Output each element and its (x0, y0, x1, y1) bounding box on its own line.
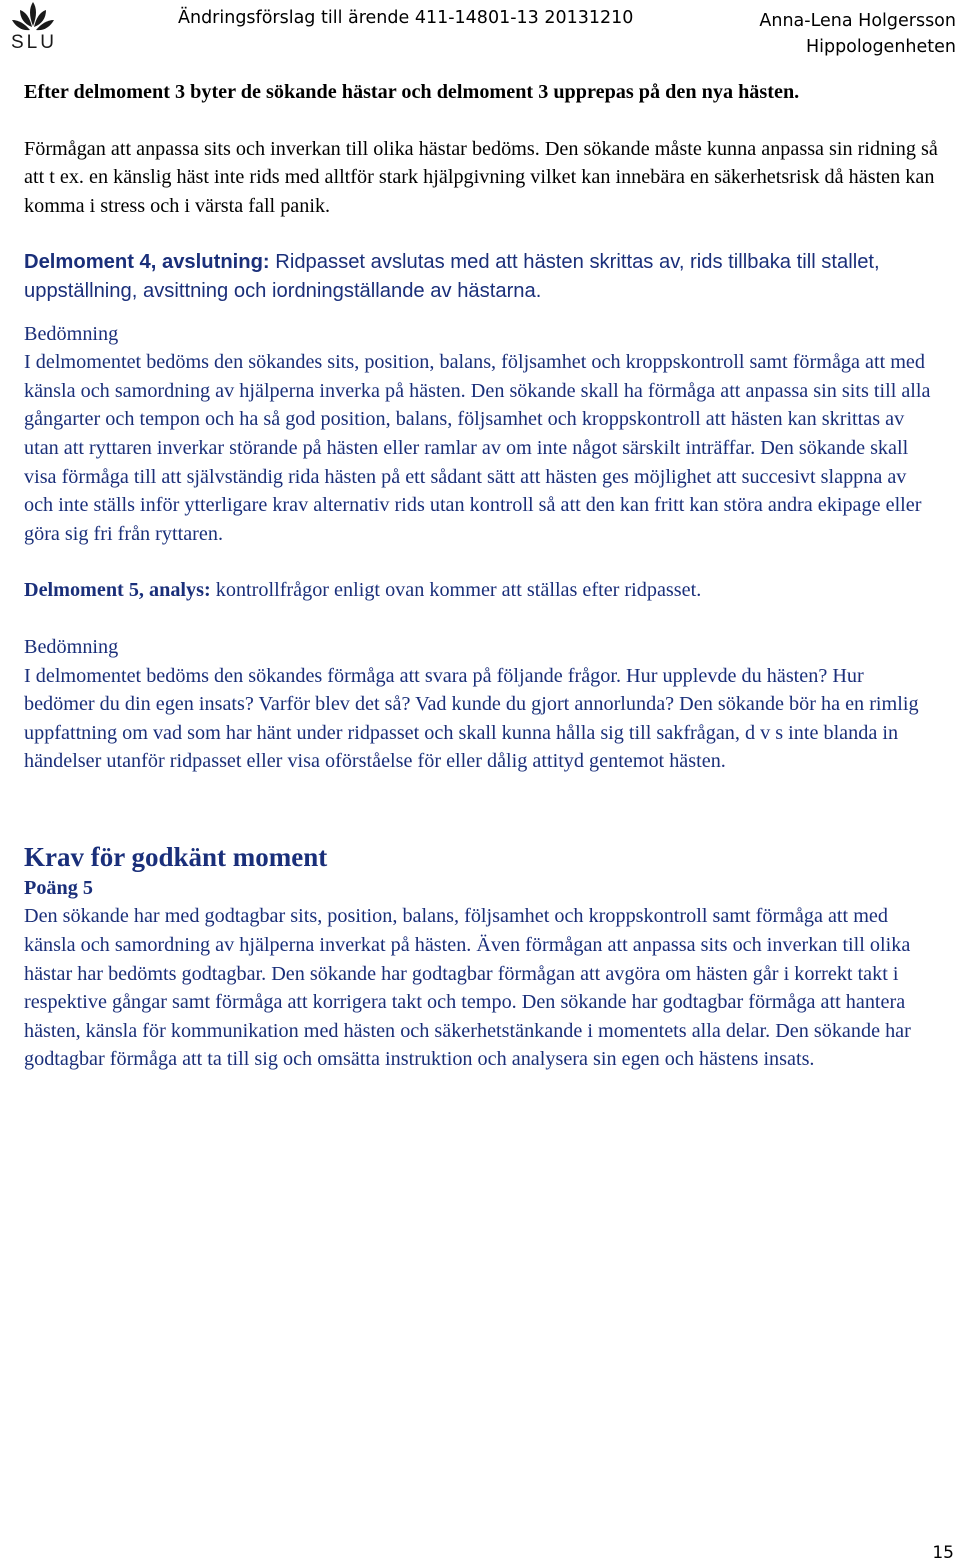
page-number: 15 (932, 1543, 954, 1563)
page-header (0, 0, 960, 62)
leaf-emblem-icon (4, 0, 62, 34)
author-name: Anna-Lena Holgersson (759, 11, 956, 31)
requirements-points: Poäng 5 (24, 876, 93, 899)
requirements-text: Den sökande har med godtagbar sits, position, balans, följsamhet och kroppskontroll samt förmåga att med känsla och samordning av hjälperna inverkat på hästen. Även förmågan att anpassa sits och inverkan till olika hästar har bedömts godtagbar. Den sökande har godtagbar förmågan att avgöra om hästen går i korrekt takt i respektive gångar samt förmåga att korrigera takt och tempo. Den sökande har godtagbar förmåga att hantera hästen, känsla för kommunikation med hästen och säkerhetstänkande i momentets alla delar. Den sökande har godtagbar förmåga att ta till sig och omsätta instruktion och analysera sin egen och hästens insats. (24, 905, 911, 1071)
slu-logo (4, 0, 62, 58)
document-body (24, 78, 939, 1074)
header-author-block (759, 8, 956, 60)
moment4-heading: Delmoment 4, avslutning: (24, 251, 270, 274)
moment4-text: Ridpasset avslutas med att hästen skrittas av, rids tillbaka till stallet, uppställning, avsittning och iordningställande av hästarna. (24, 251, 880, 302)
moment5-heading: Delmoment 5, analys: (24, 579, 211, 602)
moment5-text: kontrollfrågor enligt ovan kommer att ställas efter ridpasset. (210, 579, 702, 602)
moment5-assessment-text: I delmomentet bedöms den sökandes förmåga att svara på följande frågor. Hur upplevde du hästen? Hur bedömer du din egen insats? Varför blev det så? Vad kunde du gjort annorlunda? Den sökande bör ha en rimlig uppfattning om vad som har hänt under ridpasset och skall kunna hålla sig till sakfrågan, d v s inte blanda in händelser utanför ridpasset eller visa oförståelse för eller dålig attityd gentemot hästen. (24, 664, 919, 773)
adapt-paragraph: Förmågan att anpassa sits och inverkan till olika hästar bedöms. Den sökande måste kunna anpassa sin ridning så att t ex. en känslig häst inte rids med alltför stark hjälpgivning vilket kan innebära en säkerhetsrisk då hästen kan komma i stress och i värsta fall panik. (24, 137, 938, 217)
moment5-assessment-heading: Bedömning (24, 635, 119, 658)
logo-text: SLU (11, 32, 57, 53)
moment4-assessment-text: I delmomentet bedöms den sökandes sits, position, balans, följsamhet och kroppskontroll samt förmåga att med känsla och samordning av hjälperna inverka på hästen. Den sökande skall ha förmåga att anpassa sin sits till alla gångarter och tempon och ha så god position, balans, följsamhet och kroppskontroll att hästen kan skrittas av utan att ryttaren inverkar störande på hästen eller ramlar av om inte något särskilt inträffar. Den sökande skall visa förmåga till att självständig rida hästen på ett sådant sätt att hästen ges möjlighet att succesivt slappna av och inte ställs inför ytterligare krav alternativ rids utan kontroll så att den kan fritt kan störa andra ekipage eller göra sig fri från ryttaren. (24, 351, 931, 545)
moment4-paragraph (24, 248, 939, 305)
requirements-title: Krav för godkänt moment (24, 841, 328, 872)
moment5-paragraph (24, 576, 939, 605)
document-title: Ändringsförslag till ärende 411-14801-13 20131210 (178, 8, 634, 28)
department-name: Hippologenheten (805, 37, 956, 57)
intro-paragraph: Efter delmoment 3 byter de sökande hästar och delmoment 3 upprepas på den nya hästen. (24, 81, 800, 103)
moment4-assessment-heading: Bedömning (24, 322, 119, 345)
